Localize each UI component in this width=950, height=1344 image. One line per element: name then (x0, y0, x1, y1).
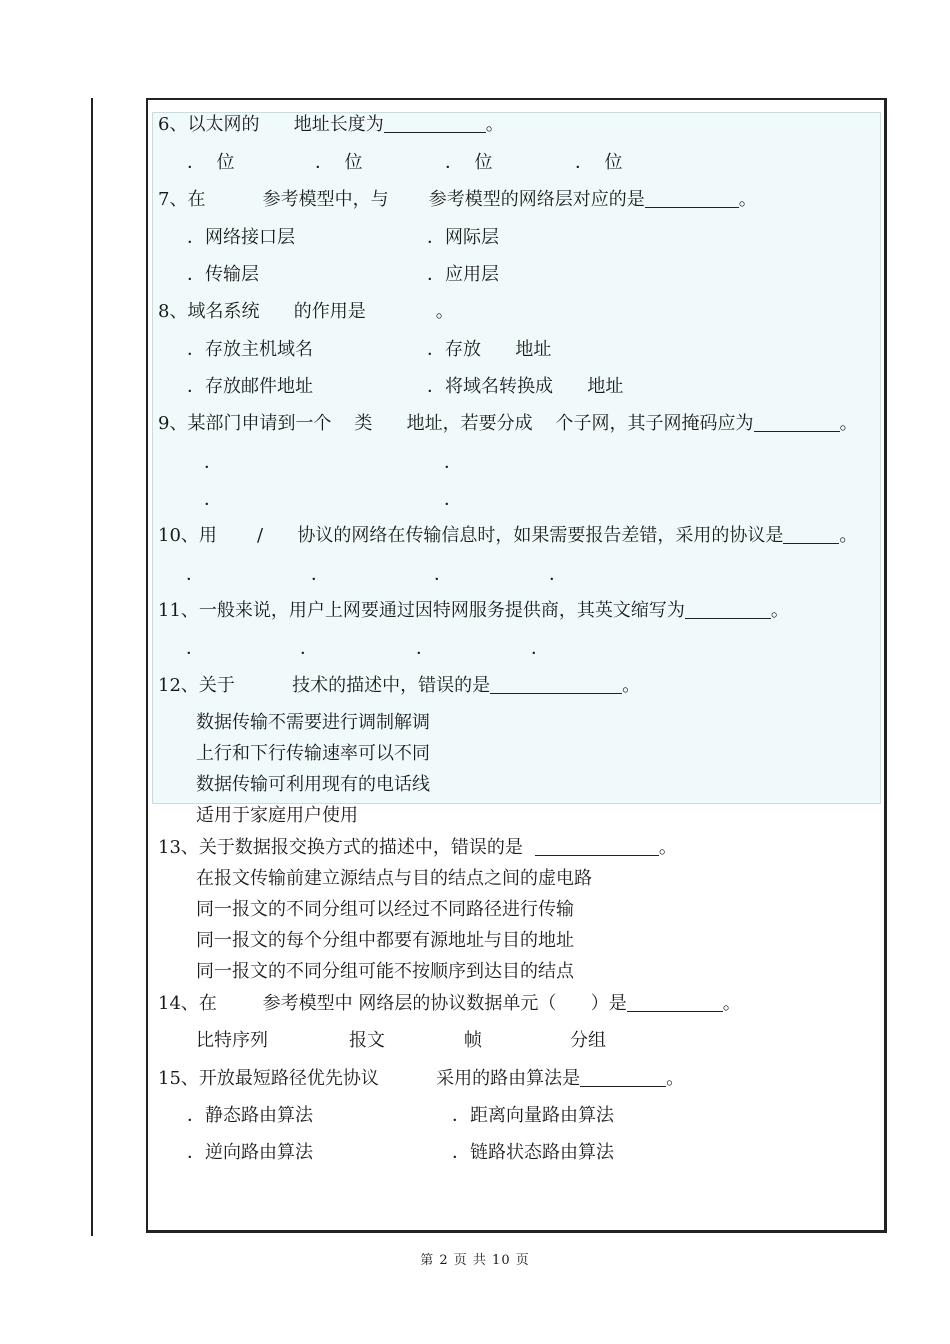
option: ．传输层 (187, 264, 259, 285)
option: ．网络接口层 (187, 227, 295, 248)
option: ． (186, 564, 204, 585)
option: ．逆向路由算法 (187, 1142, 313, 1163)
question-7: 7、在 参考模型中，与 参考模型的网络层对应的是 。 (158, 189, 757, 210)
option: 数据传输不需要进行调制解调 (196, 712, 430, 733)
question-10: 10、用 / 协议的网络在传输信息时，如果需要报告差错，采用的协议是 。 (158, 525, 858, 546)
option: ． (549, 564, 567, 585)
answer-blank[interactable] (754, 413, 840, 432)
option: ． (434, 564, 452, 585)
option: ． (531, 638, 549, 659)
option: 适用于家庭用户使用 (196, 805, 358, 826)
option: ． 位 (575, 152, 623, 173)
option: ．网际层 (427, 227, 499, 248)
option: 帧 (464, 1030, 482, 1051)
option: ． (300, 638, 318, 659)
option: 上行和下行传输速率可以不同 (196, 743, 430, 764)
question-12: 12、关于 技术的描述中，错误的是 。 (158, 675, 641, 696)
option: 同一报文的不同分组可以经过不同路径进行传输 (196, 899, 574, 920)
option: 同一报文的不同分组可能不按顺序到达目的结点 (196, 961, 574, 982)
question-8: 8、域名系统 的作用是 。 (158, 301, 454, 322)
page-number-footer: 第 2 页 共 10 页 (420, 1253, 530, 1268)
answer-blank[interactable] (384, 114, 486, 133)
option: 同一报文的每个分组中都要有源地址与目的地址 (196, 930, 574, 951)
answer-blank[interactable] (627, 993, 723, 1012)
question-15: 15、开放最短路径优先协议 采用的路由算法是 。 (158, 1068, 685, 1089)
question-14: 14、在 参考模型中 网络层的协议数据单元（ ）是 。 (158, 993, 741, 1014)
binding-margin-line (91, 98, 93, 1236)
option: ．存放邮件地址 (187, 376, 313, 397)
option: ． (204, 452, 222, 473)
option: 数据传输可利用现有的电话线 (196, 774, 430, 795)
option: 报文 (349, 1030, 385, 1051)
answer-blank[interactable] (685, 600, 771, 619)
answer-blank[interactable] (783, 525, 839, 544)
option: ．将域名转换成 地址 (427, 376, 624, 397)
option: ． (204, 489, 222, 510)
question-11: 11、一般来说，用户上网要通过因特网服务提供商，其英文缩写为 。 (158, 600, 789, 621)
option: ．静态路由算法 (187, 1105, 313, 1126)
option: ． 位 (315, 152, 363, 173)
question-6: 6、以太网的 地址长度为 。 (158, 114, 504, 135)
option: ．存放主机域名 (187, 339, 313, 360)
option: ． (444, 489, 462, 510)
option: ． (311, 564, 329, 585)
option: ．链路状态路由算法 (452, 1142, 614, 1163)
answer-blank[interactable] (535, 837, 659, 856)
option: 比特序列 (196, 1030, 268, 1051)
option: ． 位 (445, 152, 493, 173)
question-13: 13、关于数据报交换方式的描述中，错误的是 。 (158, 837, 677, 858)
answer-blank[interactable] (645, 189, 739, 208)
answer-blank[interactable] (490, 675, 622, 694)
option: ． (416, 638, 434, 659)
option: ．存放 地址 (427, 339, 552, 360)
option: ． 位 (187, 152, 235, 173)
answer-blank[interactable] (580, 1068, 666, 1087)
option: ． (444, 452, 462, 473)
question-9: 9、某部门申请到一个 类 地址，若要分成 个子网，其子网掩码应为 。 (158, 413, 858, 434)
option: ．距离向量路由算法 (452, 1105, 614, 1126)
option: ．应用层 (427, 264, 499, 285)
option: 在报文传输前建立源结点与目的结点之间的虚电路 (196, 868, 592, 889)
highlight-region (152, 112, 881, 804)
option: 分组 (570, 1030, 606, 1051)
option: ． (186, 638, 204, 659)
